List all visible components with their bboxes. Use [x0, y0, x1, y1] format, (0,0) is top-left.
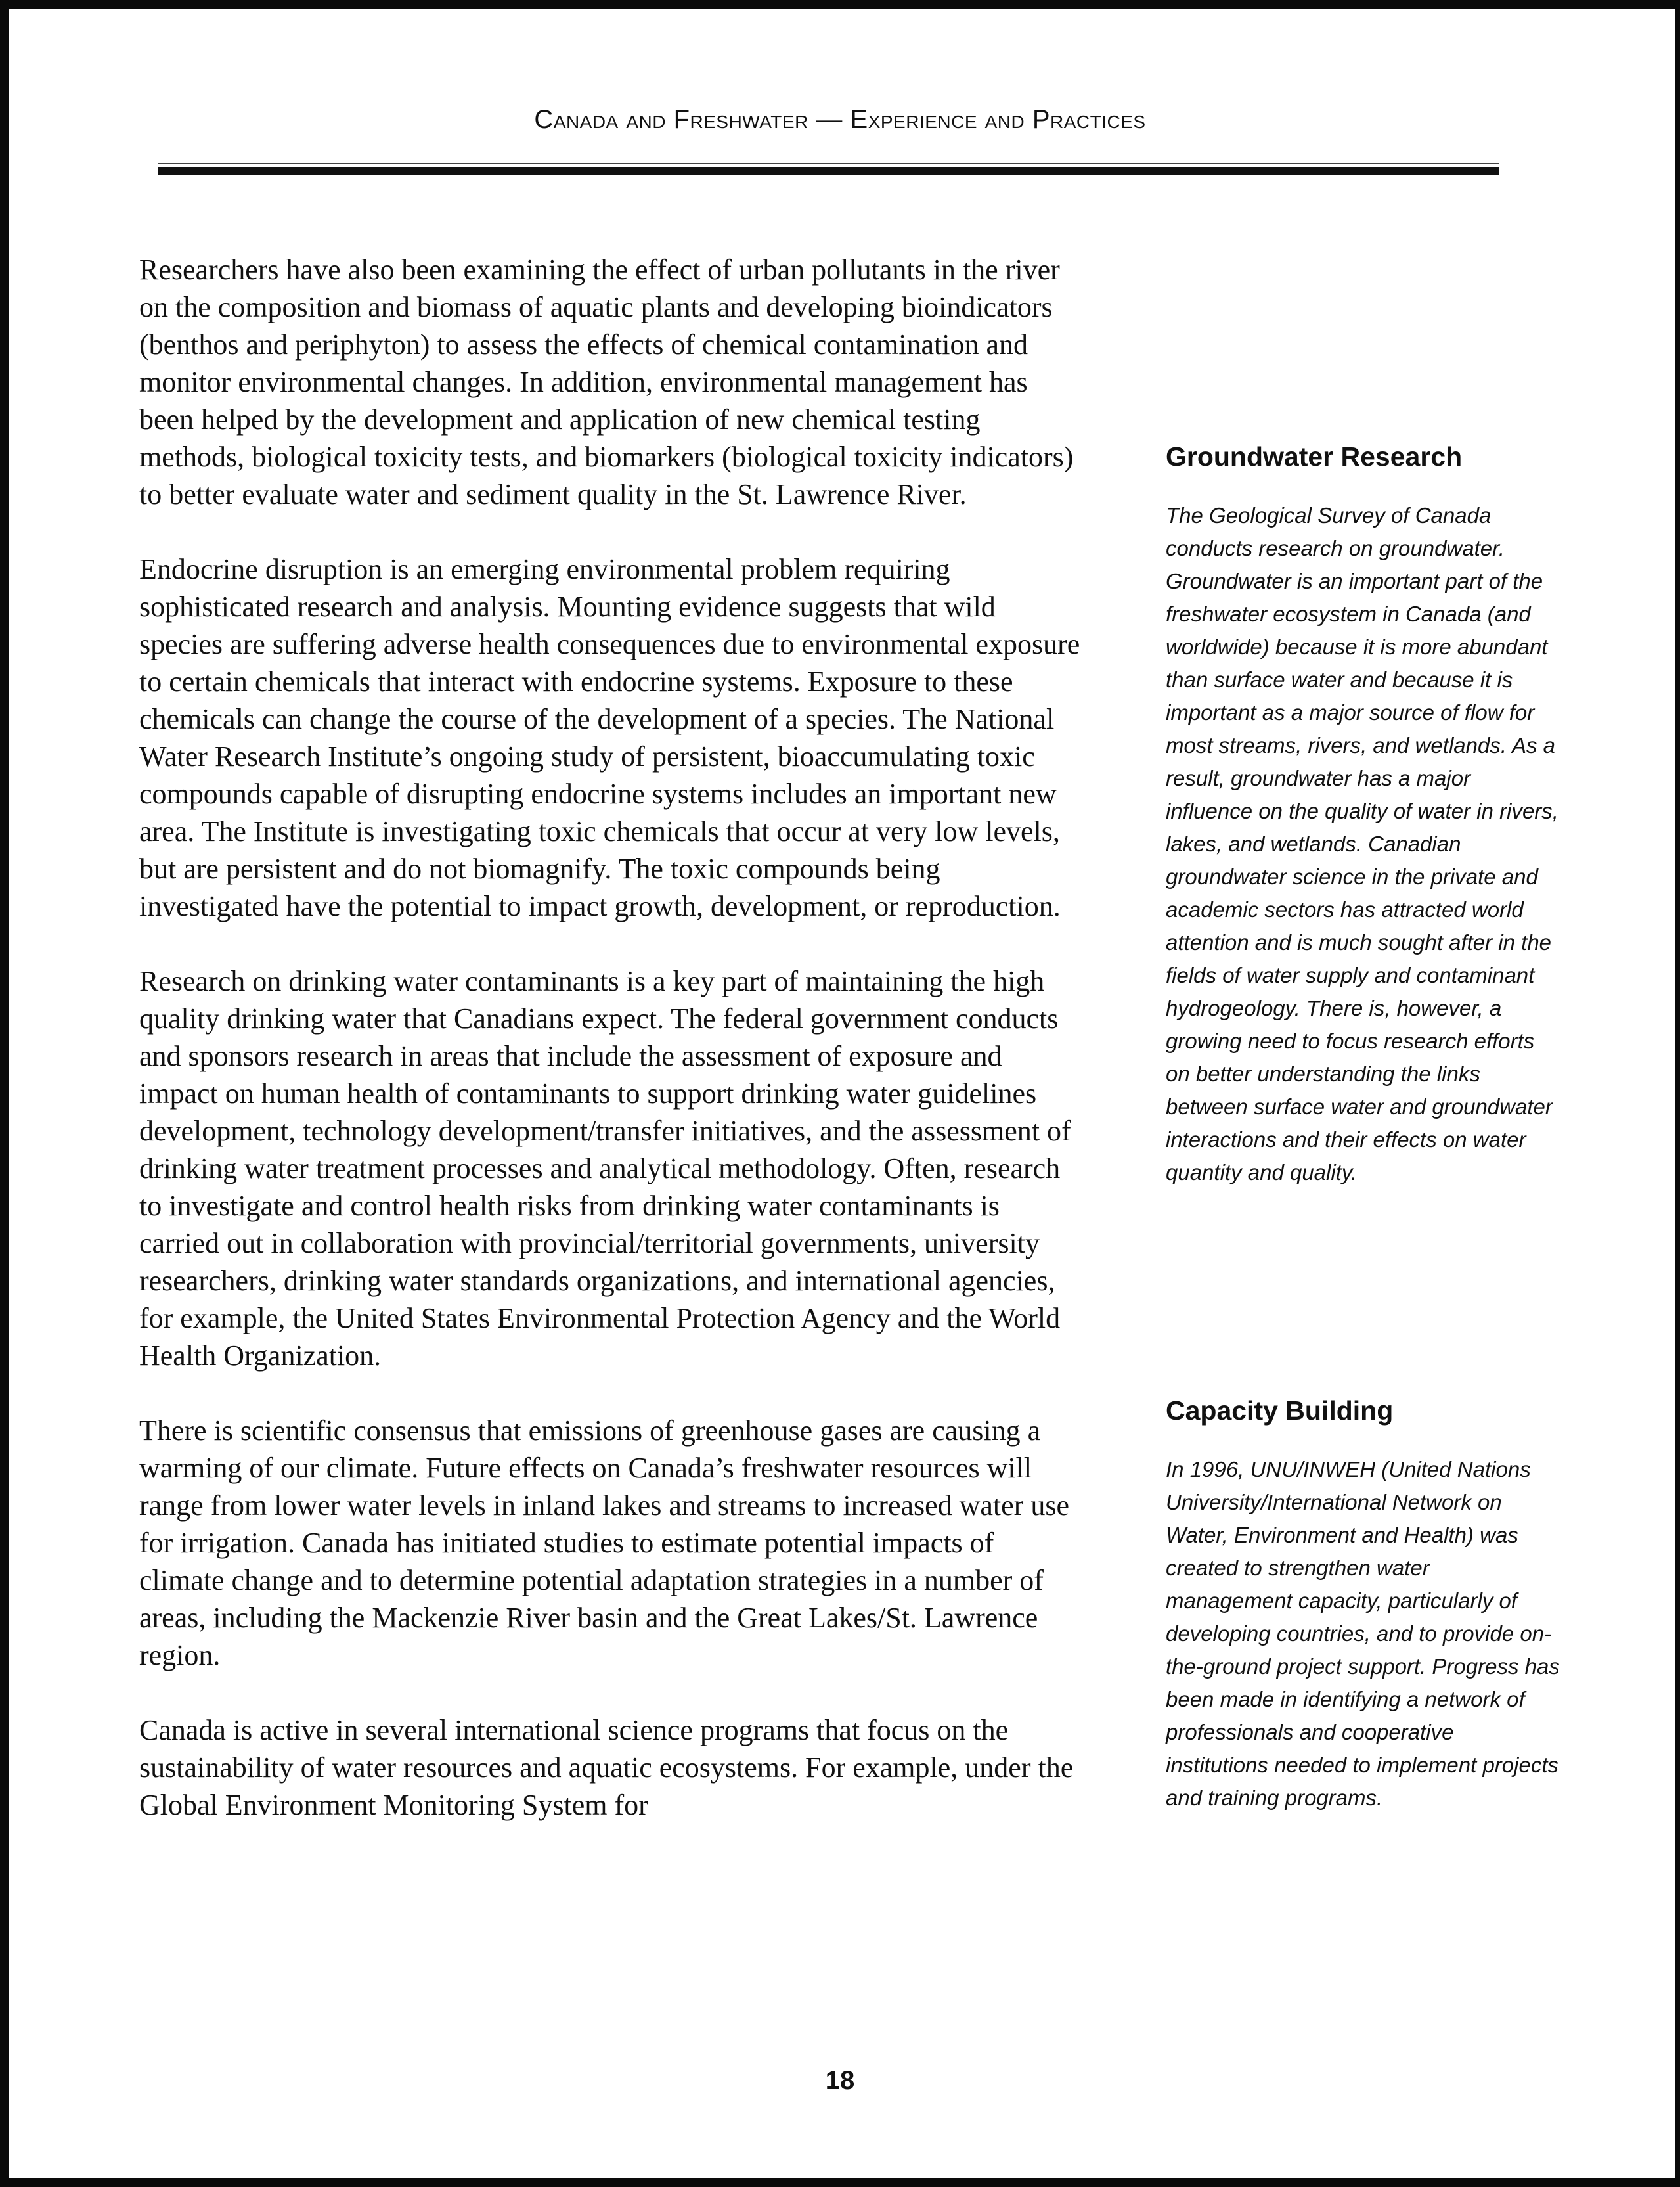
- scan-border-top: [0, 0, 1680, 9]
- paragraph-drinking-water: Research on drinking water contaminants is a key part of maintaining the high quality drinking water that Canadians expect. The federal government conducts and sponsors research in areas that include the assessment of exposure and impact on human health of contaminants to support drinking water guidelines development, technology development/transfer initiatives, and the assessment of drinking water treatment processes and analytical methodology. Often, research to investigate and control health risks from drinking water contaminants is carried out in collaboration with provincial/territorial governments, university researchers, drinking water standards organizations, and international agencies, for example, the United States Environmental Protection Agency and the World Health Organization.: [139, 965, 1071, 1372]
- scan-border-bottom: [0, 2178, 1680, 2187]
- sidebar-heading-capacity: Capacity Building: [1166, 1395, 1394, 1426]
- main-body-column: [139, 251, 1085, 1861]
- scan-border-right: [1675, 0, 1680, 2187]
- paragraph-urban-pollutants: Researchers have also been examining the effect of urban pollutants in the river on the composition and biomass of aquatic plants and developing bioindicators (benthos and periphyton) to assess the effects of chemical contamination and monitor environmental changes. In addition, environmental management has been helped by the development and application of new chemical testing methods, biological toxicity tests, and biomarkers (biological toxicity indicators) to better evaluate water and sediment quality in the St. Lawrence River.: [139, 254, 1074, 510]
- header-rule: [158, 167, 1499, 175]
- sidebar-body-capacity: In 1996, UNU/INWEH (United Nations University/International Network on Water, Environment and Health) was created to strengthen water management capacity, particularly of developing countries, and to provide on-the-ground project support. Progress has been made in identifying a network of professionals and cooperative institutions needed to implement projects and training programs.: [1166, 1457, 1560, 1810]
- paragraph-endocrine-disruption: Endocrine disruption is an emerging environmental problem requiring sophisticated research and analysis. Mounting evidence suggests that wild species are suffering adverse health consequences due to environmental exposure to certain chemicals that interact with endocrine systems. Exposure to these chemicals can change the course of the development of a species. The National Water Research Institute’s ongoing study of persistent, bioaccumulating toxic compounds capable of disrupting endocrine systems includes an important new area. The Institute is investigating toxic chemicals that occur at very low levels, but are persistent and do not biomagnify. The toxic compounds being investigated have the potential to impact growth, development, or reproduction.: [139, 553, 1080, 922]
- header-rule-thin: [158, 163, 1499, 164]
- paragraph-climate-change: There is scientific consensus that emissions of greenhouse gases are causing a warming of our climate. Future effects on Canada’s freshwater resources will range from lower water levels in inland lakes and streams to increased water use for irrigation. Canada has initiated studies to estimate potential impacts of climate change and to determine potential adaptation strategies in a number of areas, including the Mackenzie River basin and the Great Lakes/St. Lawrence region.: [139, 1414, 1070, 1671]
- sidebar-heading-groundwater: Groundwater Research: [1166, 441, 1463, 472]
- sidebar-body-groundwater: The Geological Survey of Canada conducts research on groundwater. Groundwater is an important part of the freshwater ecosystem in Canada (and worldwide) because it is more abundant than surface water and because it is important as a major source of flow for most streams, rivers, and wetlands. As a result, groundwater has a major influence on the quality of water in rivers, lakes, and wetlands. Canadian groundwater science in the private and academic sectors has attracted world attention and is much sought after in the fields of water supply and contaminant hydrogeology. There is, however, a growing need to focus research efforts on better understanding the links between surface water and groundwater interactions and their effects on water quantity and quality.: [1166, 503, 1558, 1184]
- running-header: Canada and Freshwater — Experience and Practices: [534, 105, 1146, 134]
- scan-border-left: [0, 0, 9, 2187]
- sidebar-groundwater-research: [1166, 440, 1560, 1189]
- page-number: 18: [825, 2066, 855, 2095]
- paragraph-international-science: Canada is active in several international science programs that focus on the sustainability of water resources and aquatic ecosystems. For example, under the Global Environment Monitoring System for: [139, 1714, 1074, 1821]
- sidebar-capacity-building: [1166, 1394, 1560, 1815]
